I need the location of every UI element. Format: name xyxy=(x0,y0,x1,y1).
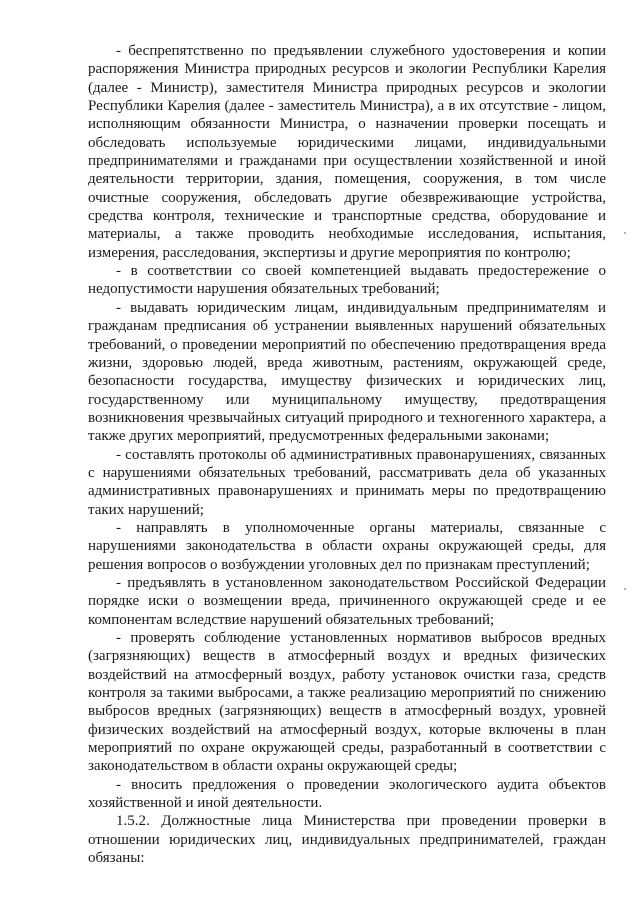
paragraph-materials: - направлять в уполномоченные органы материалы, связанные с нарушениями законодательства в области охраны окружающей среды, для решения вопросов о возбуждении уголовных дел по признакам преступлений; xyxy=(88,519,606,573)
paragraph-inspection-rights: - беспрепятственно по предъявлении служебного удостоверения и копии распоряжения Министра природных ресурсов и экологии Республики Карелия (далее - Министр), заместителя Министра природных ресурсов и экологии Республики Карелия (далее - заместитель Министра), а в их отсутствие - лицом, исполняющим обязанности Министра, о назначении проверки посещать и обследовать используемые юридическими лицами, индивидуальными предпринимателями и гражданами при осуществлении хозяйственной и иной деятельности территории, здания, помещения, сооружения, в том числе очистные сооружения, обследовать другие обезвреживающие устройства, средства контроля, технические и транспортные средства, оборудование и материалы, а также проводить необходимые исследования, испытания, измерения, расследования, экспертизы и другие мероприятия по контролю; xyxy=(88,43,606,261)
paragraph-audit: - вносить предложения о проведении экологического аудита объектов хозяйственной и иной деятельности. xyxy=(88,776,606,812)
document-body xyxy=(88,42,606,867)
paragraph-warning: - в соответствии со своей компетенцией выдавать предостережение о недопустимости нарушения обязательных требований; xyxy=(88,263,606,298)
paragraph-claims: - предъявлять в установленном законодательством Российской Федерации порядке иски о возмещении вреда, причиненного окружающей среде и ее компонентам вследствие нарушений обязательных требований; xyxy=(88,574,606,628)
scan-speck xyxy=(624,232,626,234)
paragraph-protocols: - составлять протоколы об административных правонарушениях, связанных с нарушениями обязательных требований, рассматривать дела об указанных административных правонарушениях и принимать меры по предотвращению таких нарушений; xyxy=(88,446,606,518)
paragraph-section-1-5-2: 1.5.2. Должностные лица Министерства при проведении проверки в отношении юридических лиц, индивидуальных предпринимателей, граждан обязаны: xyxy=(88,813,606,867)
scan-speck xyxy=(624,588,626,590)
paragraph-emissions: - проверять соблюдение установленных нормативов выбросов вредных (загрязняющих) веществ в атмосферный воздух и вредных физических воздействий на атмосферный воздух, работу установок очистки газа, средств контроля за такими выбросами, а также реализацию мероприятий по снижению выбросов вредных (загрязняющих) веществ в атмосферный воздух, уровней физических воздействий на атмосферный воздух, которые включены в план мероприятий по охране окружающей среды, разработанный в соответствии с законодательством в области охраны окружающей среды; xyxy=(88,630,606,775)
paragraph-orders: - выдавать юридическим лицам, индивидуальным предпринимателям и гражданам предписания об устранении выявленных нарушений обязательных требований, о проведении мероприятий по обеспечению предотвращения вреда жизни, здоровью людей, вреда животным, растениям, окружающей среде, безопасности государства, имуществу физических и юридических лиц, государственному или муниципальному имуществу, предотвращения возникновения чрезвычайных ситуаций природного и техногенного характера, а также других мероприятий, предусмотренных федеральными законами; xyxy=(88,299,606,445)
